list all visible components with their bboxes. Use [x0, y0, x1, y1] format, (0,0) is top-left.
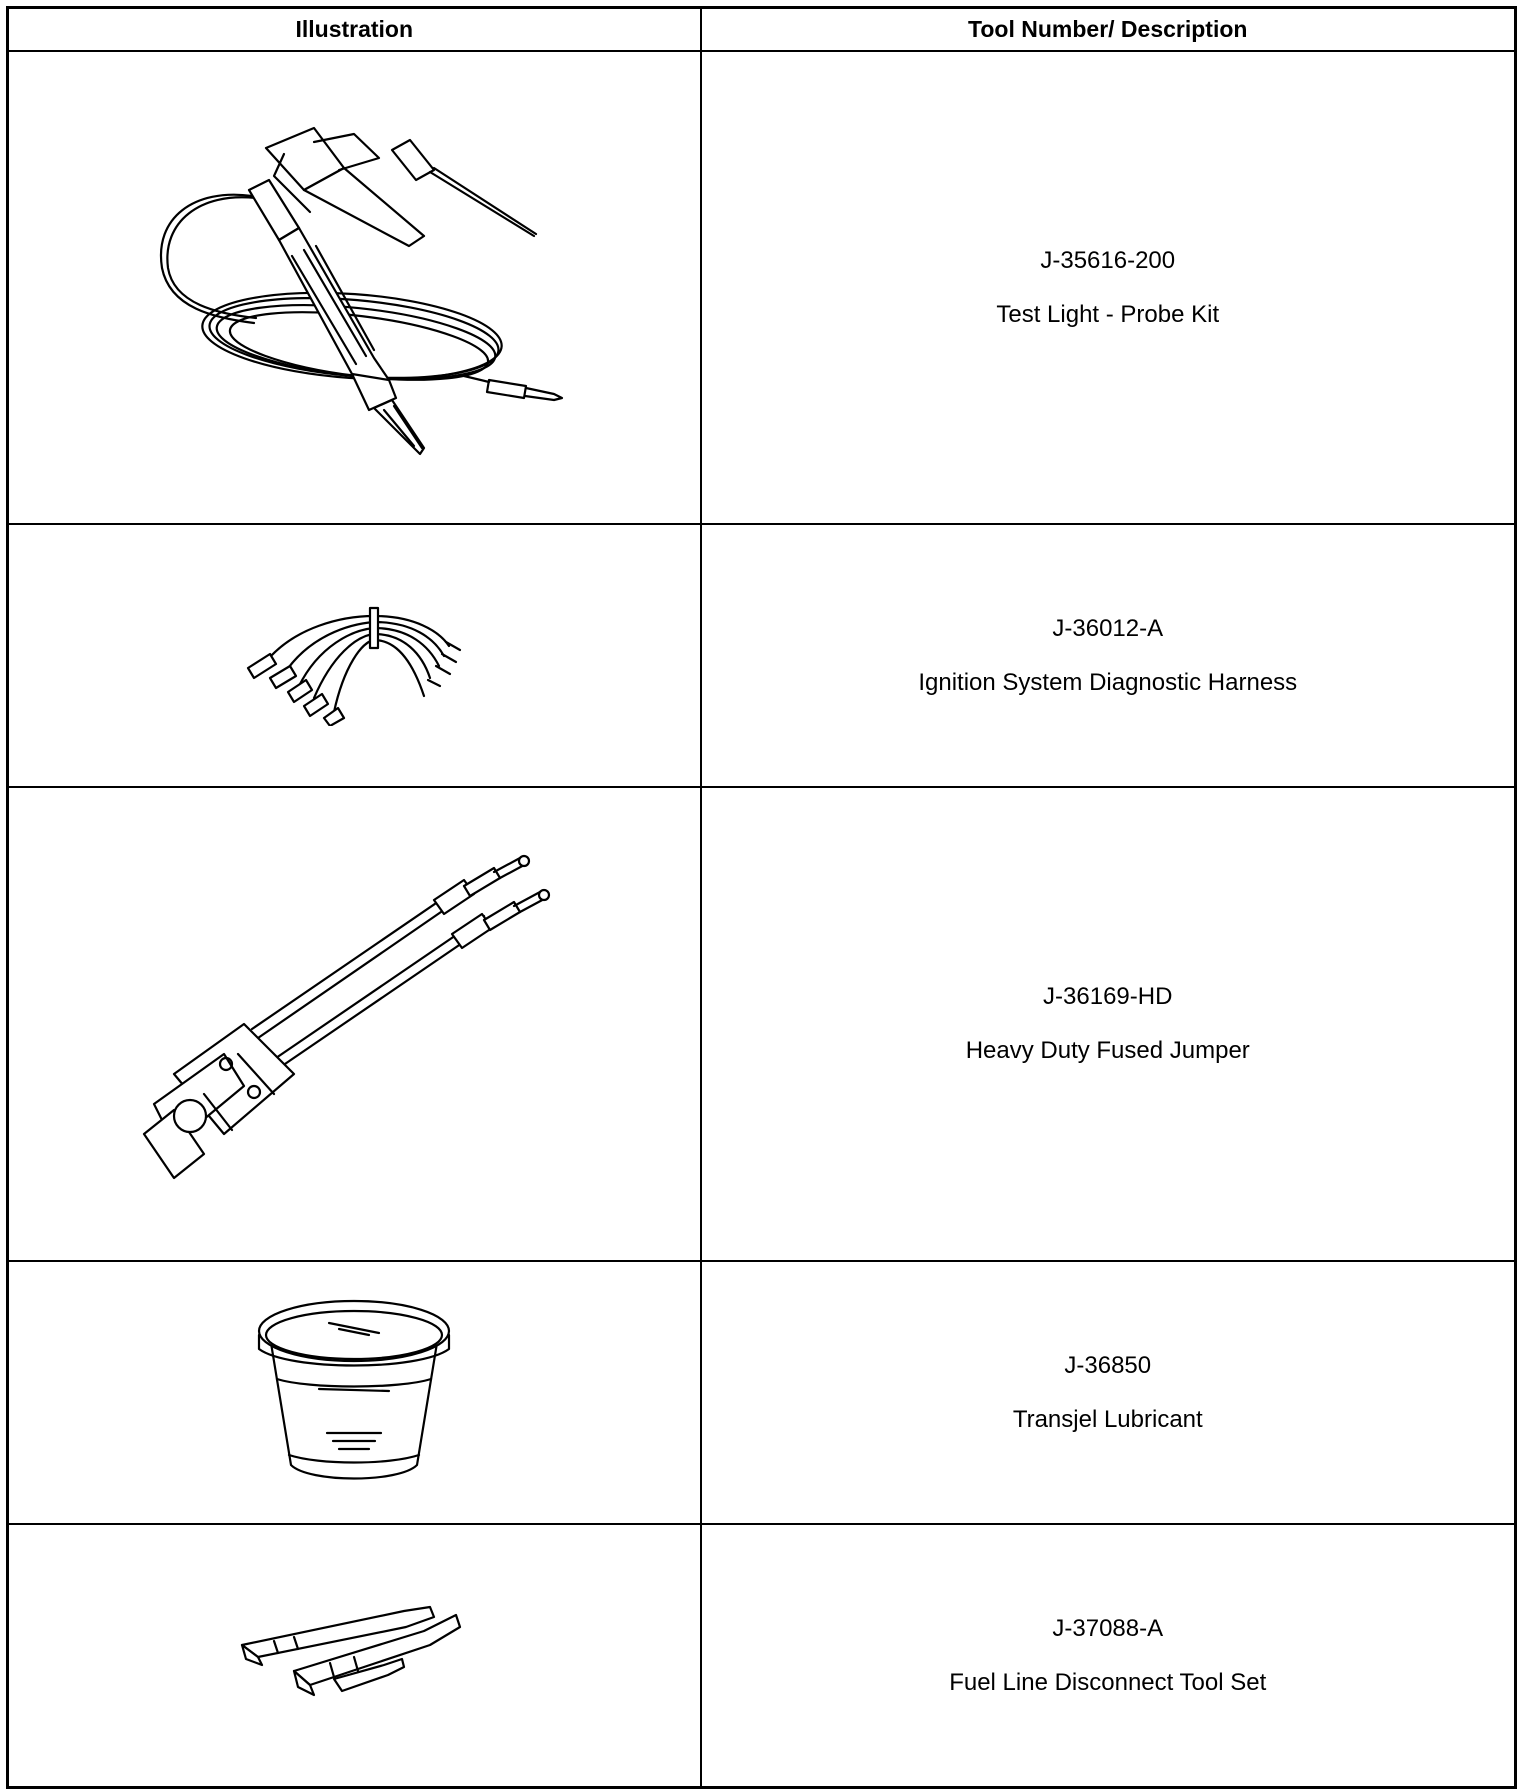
- illustration-cell: [8, 51, 701, 524]
- tool-number: J-36850: [1064, 1351, 1152, 1379]
- tool-description: Test Light - Probe Kit: [996, 300, 1220, 328]
- tool-description: Heavy Duty Fused Jumper: [965, 1037, 1250, 1064]
- table-row: [8, 51, 1516, 524]
- lubricant-tub-icon: [249, 1293, 459, 1493]
- illustration-cell: [8, 524, 701, 787]
- tool-number: J-37088-A: [1052, 1614, 1164, 1642]
- test-light-probe-kit-icon: [134, 118, 574, 458]
- table-row: [8, 524, 1516, 787]
- illustration-cell: [8, 1524, 701, 1788]
- illustration-cell: [8, 1261, 701, 1524]
- table-row: [8, 1524, 1516, 1788]
- illustration-header: Illustration: [8, 8, 701, 52]
- special-tools-table: [6, 6, 1517, 1789]
- tool-info-cell: [701, 1524, 1516, 1788]
- tool-description: Fuel Line Disconnect Tool Set: [949, 1668, 1267, 1696]
- illustration-cell: [8, 787, 701, 1261]
- table-row: [8, 1261, 1516, 1524]
- tool-description-header: Tool Number/ Description: [701, 8, 1516, 52]
- header-row: [8, 8, 1516, 52]
- tool-info-cell: [701, 51, 1516, 524]
- fused-jumper-icon: [134, 854, 574, 1194]
- tool-info-cell: [701, 1261, 1516, 1524]
- diagnostic-harness-icon: [234, 586, 474, 726]
- tool-info-cell: [701, 787, 1516, 1261]
- tool-info-cell: [701, 524, 1516, 787]
- fuel-line-tool-set-icon: [234, 1601, 474, 1711]
- tool-number: J-35616-200: [1040, 246, 1176, 274]
- tool-description: Transjel Lubricant: [1012, 1405, 1203, 1433]
- table-row: [8, 787, 1516, 1261]
- tool-description: Ignition System Diagnostic Harness: [918, 668, 1298, 696]
- tool-number: J-36012-A: [1052, 614, 1164, 642]
- tool-number: J-36169-HD: [1043, 983, 1173, 1010]
